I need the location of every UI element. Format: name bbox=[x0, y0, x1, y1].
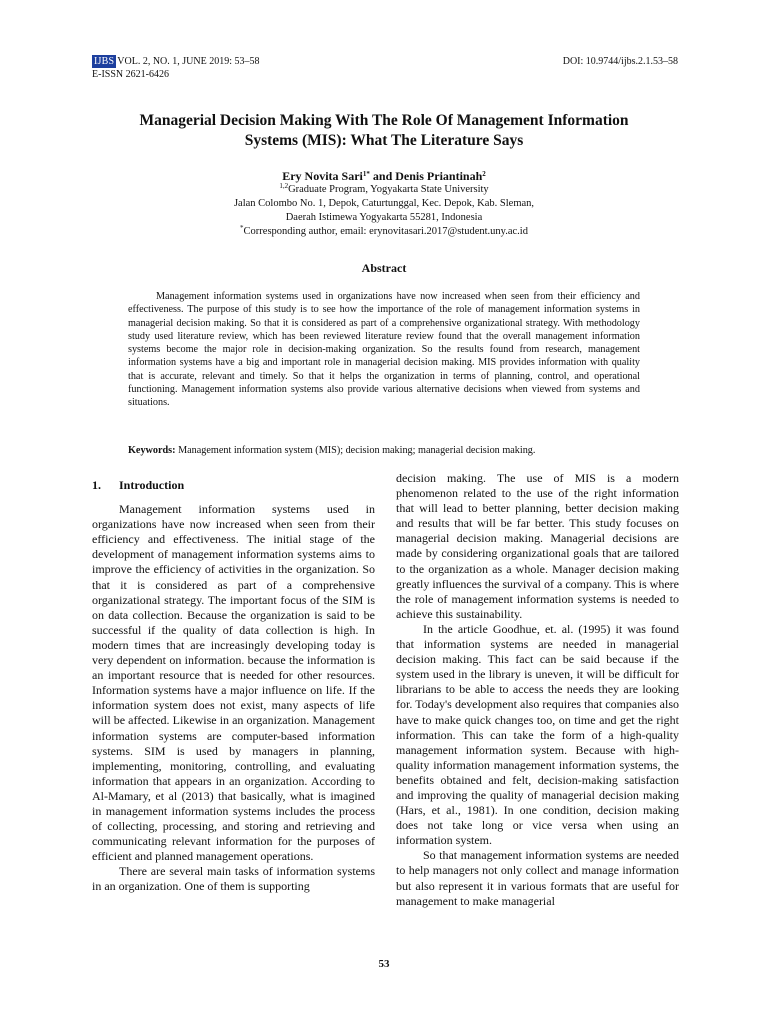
corresponding-mark: * bbox=[240, 224, 244, 232]
keywords bbox=[128, 444, 648, 457]
page-number: 53 bbox=[378, 958, 390, 970]
section-title: Introduction bbox=[119, 478, 185, 492]
intro-paragraph-4: In the article Goodhue, et. al. (1995) it was found that information systems are needed in managerial decision making. This fact can be said because if the system used in the library is uneven, it will be difficult for librarians to be able to access the needs they are looking for. Today's development also requires that companies also have to make quick changes too, on time and get the right information. This can take the form of a high-quality management information system. Because with high-quality information management information systems, the benefits obtained and felt, decision-making satisfaction and improving the quality of managerial decision making (Hars, et al., 1981). In one condition, decision making does not take long or vice versa when using an information system. bbox=[396, 621, 679, 848]
intro-paragraph-2: There are several main tasks of information systems in an organization. One of them is supporting bbox=[92, 864, 375, 894]
keywords-list: Management information system (MIS); decision making; managerial decision making. bbox=[175, 445, 536, 456]
issn-info: E-ISSN 2621-6426 bbox=[92, 69, 169, 80]
paper-title bbox=[100, 111, 668, 151]
intro-paragraph-5: So that management information systems are needed to help managers not only collect and manage information but also represent it in various formats that are useful for management to make managerial bbox=[396, 848, 679, 908]
author-2-mark: 2 bbox=[482, 170, 486, 178]
header-left bbox=[92, 55, 259, 81]
section-number: 1. bbox=[92, 478, 101, 492]
affiliation-region: Daerah Istimewa Yogyakarta 55281, Indonesia bbox=[285, 212, 483, 223]
author-and: and bbox=[369, 169, 396, 183]
intro-paragraph-3: decision making. The use of MIS is a modern phenomenon related to the use of the right information that will lead to better planning, better decision making and results that will be far better. This study focuses on managerial decision making. Managerial decisions are made by considering organizational goals that are tailored to the organization as a whole. Manager decision making greatly influences the survival of a company. This is where the role of management information systems is needed to achieve this sustainability. bbox=[396, 471, 679, 621]
abstract-text: Management information systems used in organizations have now increased when seen from their efficiency and effectiveness. The purpose of this study is to see how the importance of the role of management information systems in managerial decision making. So that it is considered as part of a comprehensive organizational strategy. With methodology study used literature review, which has been reviewed literature review found that the overall management information systems become the major role in decision-making organization. So the results found from research, management information systems have a big and important role in managerial decision making. MIS provides information with quality that is accurate, relevant and timely. So that it helps the organization in terms of planning, control, and operational functioning. Management information systems also provide various alternative decisions when viewed from systems and situations. bbox=[128, 291, 640, 409]
title-line-1: Managerial Decision Making With The Role Of Management Information bbox=[139, 112, 629, 129]
right-column bbox=[396, 471, 679, 909]
page-header bbox=[92, 55, 678, 87]
author-list bbox=[100, 168, 668, 184]
affiliation-mark: 1,2 bbox=[279, 182, 289, 190]
doi-info: DOI: 10.9744/ijbs.2.1.53–58 bbox=[562, 56, 678, 67]
left-column bbox=[92, 478, 375, 895]
journal-logo: IJBS bbox=[94, 56, 115, 67]
intro-paragraph-1: Management information systems used in organizations have now increased when seen from their efficiency and effectiveness. The initial stage of the development of management information systems aims to improve the efficiency of activities in the organization. So that it is considered as part of a comprehensive organizational strategy. The important focus of the SIM is on data collection. Because the organization is said to be successful if the quality of data collection is high. In modern times that are increasingly developing today is very dependent on information. because the information is an important resource that is needed for other resources. Information systems have a major influence on life. If the information system does not exist, many aspects of life will be affected. Likewise in an organization. Management information systems are computer-based information systems. SIM is used by managers in planning, implementing, monitoring, controlling, and evaluating information that appears in an organization. According to Al-Mamary, et al (2013) that basically, what is imagined in management information systems includes the process of collecting, processing, and storing and retrieving and communicating relevant information for the purposes of efficient and planned management operations. bbox=[92, 502, 375, 864]
author-1: Ery Novita Sari bbox=[282, 169, 363, 183]
author-2: Denis Priantinah bbox=[395, 169, 483, 183]
header-volume-line bbox=[92, 55, 259, 68]
corresponding-line bbox=[100, 225, 668, 239]
section-heading bbox=[92, 478, 375, 493]
author-1-mark: 1* bbox=[362, 170, 370, 178]
keywords-label: Keywords: bbox=[128, 445, 176, 456]
affiliation-program: Graduate Program, Yogyakarta State University bbox=[288, 184, 489, 195]
corresponding-author: Corresponding author, email: erynovitasari.2017@student.uny.ac.id bbox=[243, 226, 528, 237]
affiliation-block bbox=[100, 183, 668, 239]
affiliation-program-line bbox=[100, 183, 668, 197]
volume-info: VOL. 2, NO. 1, JUNE 2019: 53–58 bbox=[117, 56, 260, 67]
abstract-heading: Abstract bbox=[361, 261, 407, 275]
title-line-2: Systems (MIS): What The Literature Says bbox=[244, 132, 524, 149]
affiliation-street: Jalan Colombo No. 1, Depok, Caturtunggal, Kec. Depok, Kab. Sleman, bbox=[233, 198, 535, 209]
